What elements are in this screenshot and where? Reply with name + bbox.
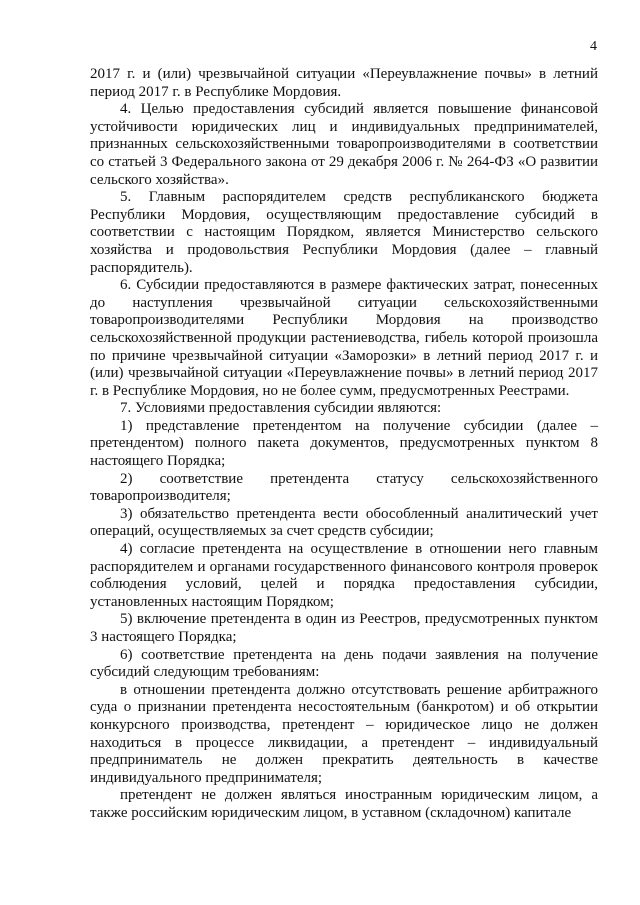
- paragraph-item-7: 7. Условиями предоставления субсидии являются:: [120, 400, 442, 417]
- requirement-foreign-entity: претендент не должен являться иностранным юридическим лицом, а также российским юридическим лицом, в уставном (складочном) капитале: [90, 787, 598, 821]
- paragraph-item-5: 5. Главным распорядителем средств республиканского бюджета Республики Мордовия, осуществляющим предоставление субсидий в соответствии с настоящим Порядком, является Министерство сельского хозяйства и продовольствия Республики Мордовия (далее – главный распорядитель).: [90, 189, 598, 276]
- paragraph-item-6: 6. Субсидии предоставляются в размере фактических затрат, понесенных до наступления чрезвычайной ситуации сельскохозяйственными товаропроизводителями Республики Мордовия на производство сельскохозяйственной продукции растениеводства, гибель которой произошла по причине чрезвычайной ситуации «Заморозки» в летний период 2017 г. и (или) чрезвычайной ситуации «Переувлажнение почвы» в летний период 2017 г. в Республике Мордовия, но не более сумм, предусмотренных Реестрами.: [90, 277, 598, 399]
- document-body: [90, 66, 598, 823]
- subitem-5: 5) включение претендента в один из Реестров, предусмотренных пунктом 3 настоящего Порядка;: [90, 611, 598, 645]
- requirement-bankruptcy: в отношении претендента должно отсутствовать решение арбитражного суда о признании претендента несостоятельным (банкротом) и об открытии конкурсного производства, претендент – юридическое лицо не должен находиться в процессе ликвидации, а претендент – индивидуальный предприниматель не должен прекратить деятельность в качестве индивидуального предпринимателя;: [90, 681, 598, 786]
- subitem-4: 4) согласие претендента на осуществление в отношении него главным распорядителем и органами государственного финансового контроля проверок соблюдения условий, целей и порядка предоставления субсидии, установленных настоящим Порядком;: [90, 541, 598, 610]
- subitem-3: 3) обязательство претендента вести обособленный аналитический учет операций, осуществляемых за счет средств субсидии;: [90, 505, 598, 540]
- paragraph-item-4: 4. Целью предоставления субсидий является повышение финансовой устойчивости юридических лиц и индивидуальных предпринимателей, признанных сельскохозяйственными товаропроизводителями в соответствии со статьей 3 Федерального закона от 29 декабря 2006 г. № 264-ФЗ «О развитии сельского хозяйства».: [90, 101, 598, 188]
- page-number: 4: [590, 39, 597, 54]
- paragraph-continuation: 2017 г. и (или) чрезвычайной ситуации «Переувлажнение почвы» в летний период 2017 г. в Республике Мордовия.: [90, 66, 598, 100]
- subitem-6: 6) соответствие претендента на день подачи заявления на получение субсидий следующим требованиям:: [90, 646, 598, 681]
- subitem-2: 2) соответствие претендента статусу сельскохозяйственного товаропроизводителя;: [90, 470, 598, 505]
- subitem-1: 1) представление претендентом на получение субсидии (далее – претендентом) полного пакета документов, предусмотренных пунктом 8 настоящего Порядка;: [90, 417, 598, 470]
